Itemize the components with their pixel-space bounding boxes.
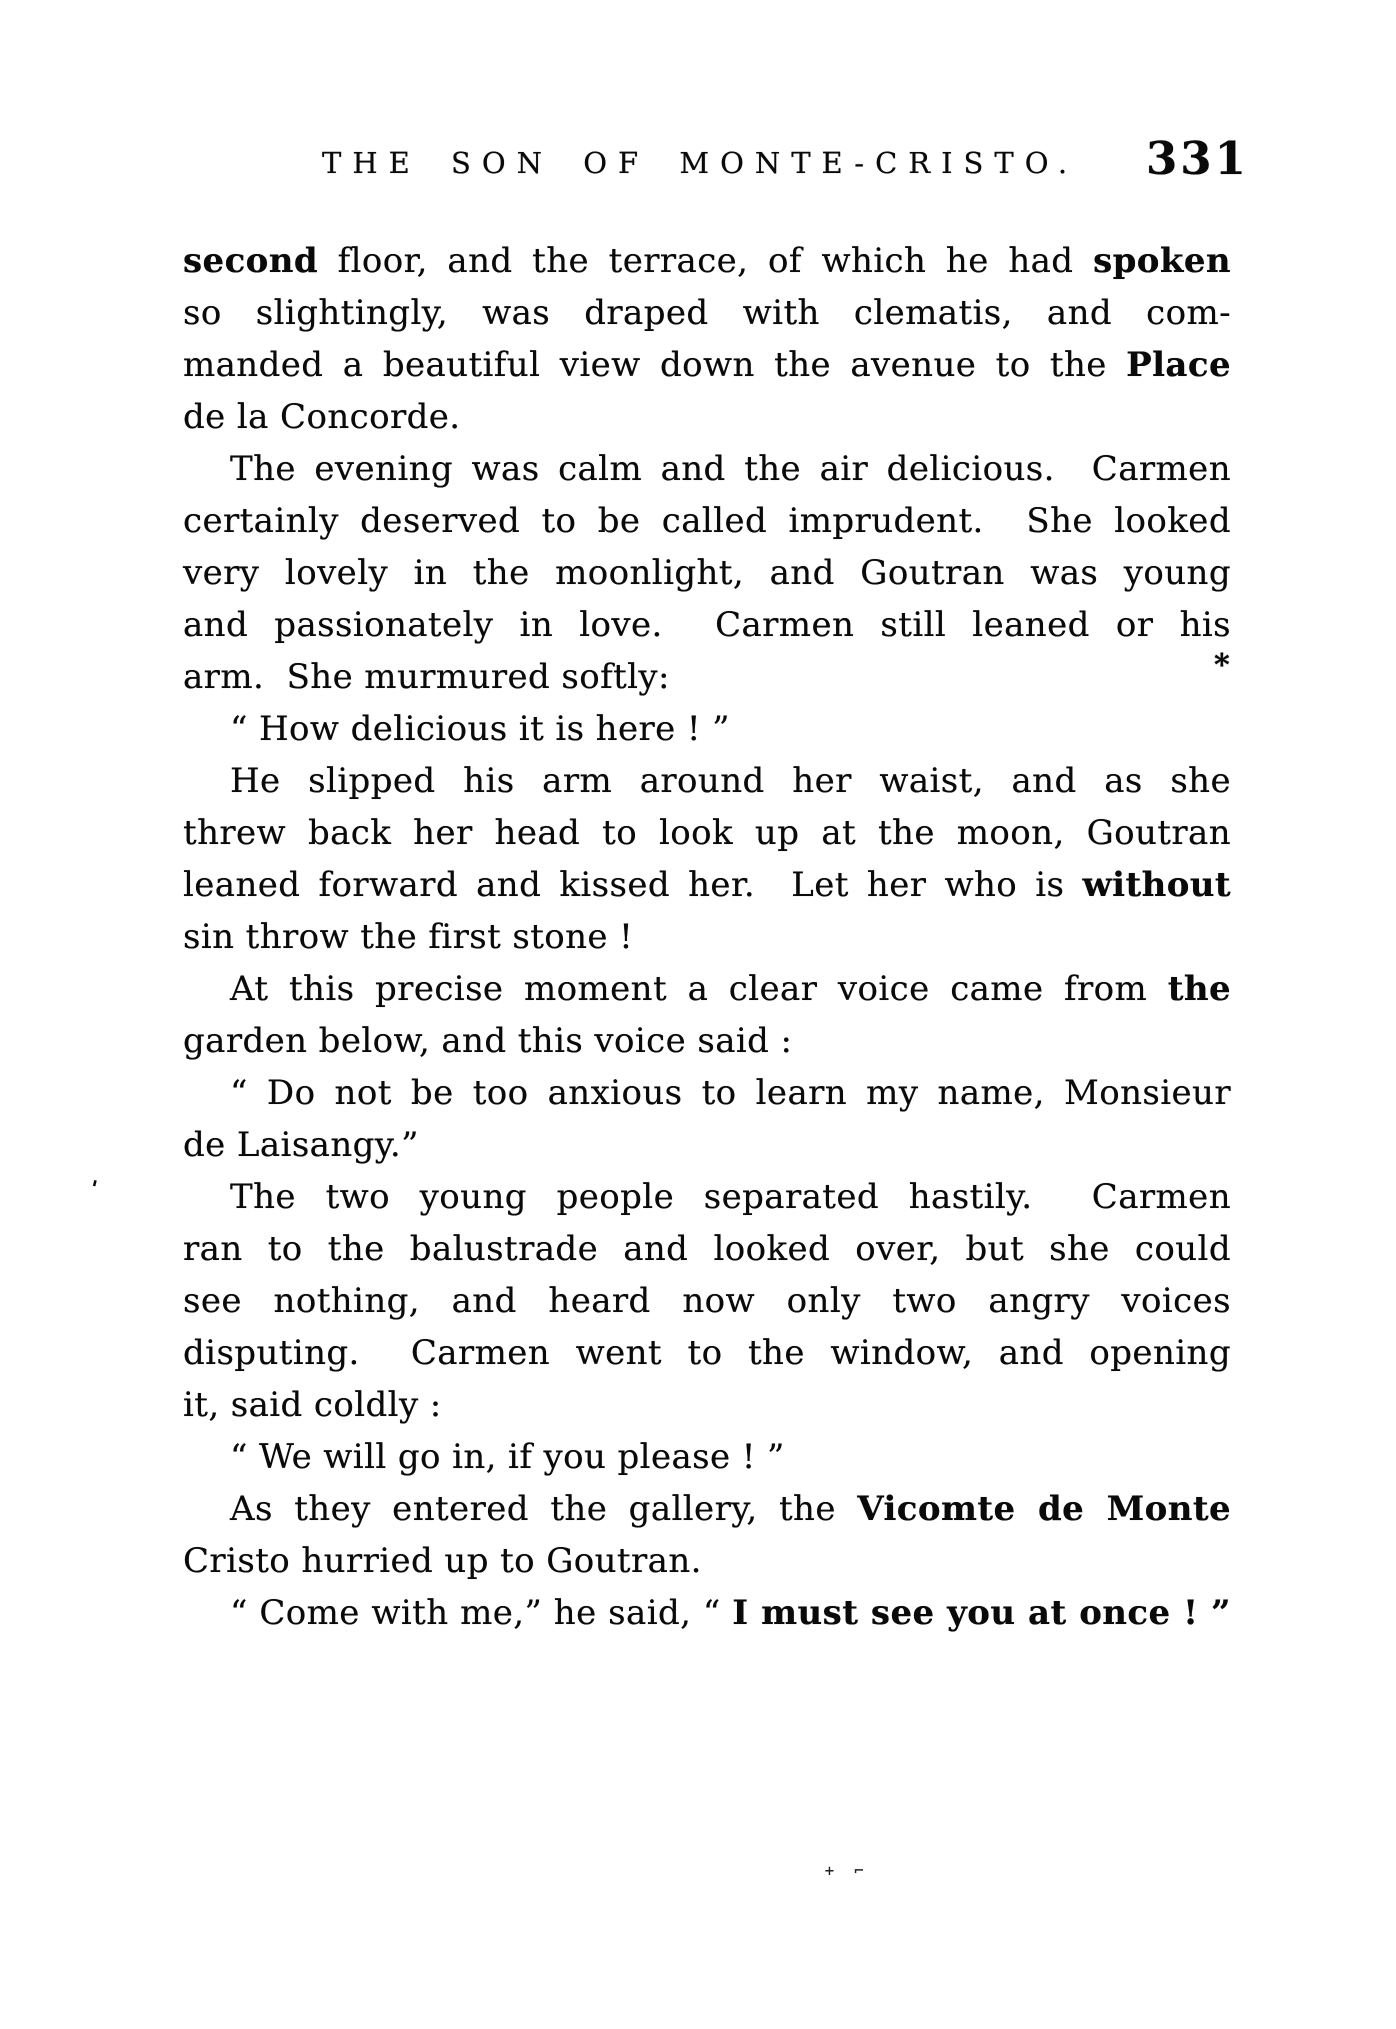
text-line [183,547,1231,599]
text-line [183,1067,1231,1119]
text-segment: The evening was calm and the air delicious. Carmen [230,449,1231,489]
text-line [183,1327,1231,1379]
text-segment: arm. She murmured softly: [183,657,670,697]
text-segment: I must see you at once ! ” [732,1593,1232,1633]
text-line [183,1015,1231,1067]
text-segment: disputing. Carmen went to the window, and opening [183,1333,1231,1373]
text-segment: so slightingly, was draped with clematis, and com- [183,293,1231,333]
printer-asterisk-mark: * [1214,648,1230,683]
text-segment: without [1082,865,1231,905]
text-segment: At this precise moment a clear voice came from [230,969,1168,1009]
text-segment: “ How delicious it is here ! ” [230,709,730,749]
text-line [183,339,1231,391]
text-segment: sin throw the first stone ! [183,917,634,957]
text-line [183,235,1231,287]
page-number: 331 [1146,132,1249,185]
text-segment: leaned forward and kissed her. Let her who is [183,865,1083,905]
text-line [183,703,1231,755]
text-line [183,443,1231,495]
text-segment: spoken [1093,241,1231,281]
text-line [183,1119,1231,1171]
text-segment: As they entered the gallery, the [230,1489,858,1529]
text-segment: Cristo hurried up to Goutran. [183,1541,702,1581]
bottom-smudge-mark: + ⌐ [824,1864,872,1879]
text-segment: He slipped his arm around her waist, and as she [230,761,1231,801]
text-line [183,1275,1231,1327]
text-line [183,1587,1231,1639]
text-segment: see nothing, and heard now only two angry voices [183,1281,1231,1321]
text-segment: de la Concorde. [183,397,461,437]
text-segment: garden below, and this voice said : [183,1021,793,1061]
text-segment: the [1167,969,1231,1009]
header-title: THE SON OF MONTE-CRISTO. [322,146,1079,180]
text-line [183,495,1231,547]
text-line [183,391,1231,443]
text-segment: The two young people separated hastily. Carmen [230,1177,1231,1217]
text-line [183,1535,1231,1587]
text-segment: Vicomte de Monte [857,1489,1231,1529]
text-line [183,287,1231,339]
text-line [183,963,1231,1015]
text-segment: floor, and the terrace, of which he had [318,241,1094,281]
text-segment: second [183,241,319,281]
text-block [183,235,1231,1639]
text-segment: very lovely in the moonlight, and Goutran was young [183,553,1231,593]
text-segment: certainly deserved to be called imprudent. She looked [183,501,1231,541]
text-line [183,1223,1231,1275]
text-segment: Place [1126,345,1231,385]
text-segment: threw back her head to look up at the moon, Goutran [183,813,1231,853]
text-line [183,651,1231,703]
text-line [183,1483,1231,1535]
running-header [0,0,1396,210]
text-line [183,1431,1231,1483]
text-line [183,1379,1231,1431]
text-line [183,755,1231,807]
text-segment: de Laisangy.” [183,1125,419,1165]
text-segment: and passionately in love. Carmen still leaned or his [183,605,1231,645]
text-line [183,599,1231,651]
text-segment: it, said coldly : [183,1385,442,1425]
text-segment: “ We will go in, if you please ! ” [230,1437,785,1477]
text-segment: “ Do not be too anxious to learn my name, Monsieur [230,1073,1231,1113]
text-line [183,807,1231,859]
text-segment: “ Come with me,” he said, “ [230,1593,733,1633]
text-segment: ran to the balustrade and looked over, but she could [183,1229,1231,1269]
text-line [183,911,1231,963]
text-line [183,859,1231,911]
text-segment: manded a beautiful view down the avenue to the [183,345,1127,385]
margin-apostrophe-mark: ' [86,1175,100,1203]
text-line [183,1171,1231,1223]
